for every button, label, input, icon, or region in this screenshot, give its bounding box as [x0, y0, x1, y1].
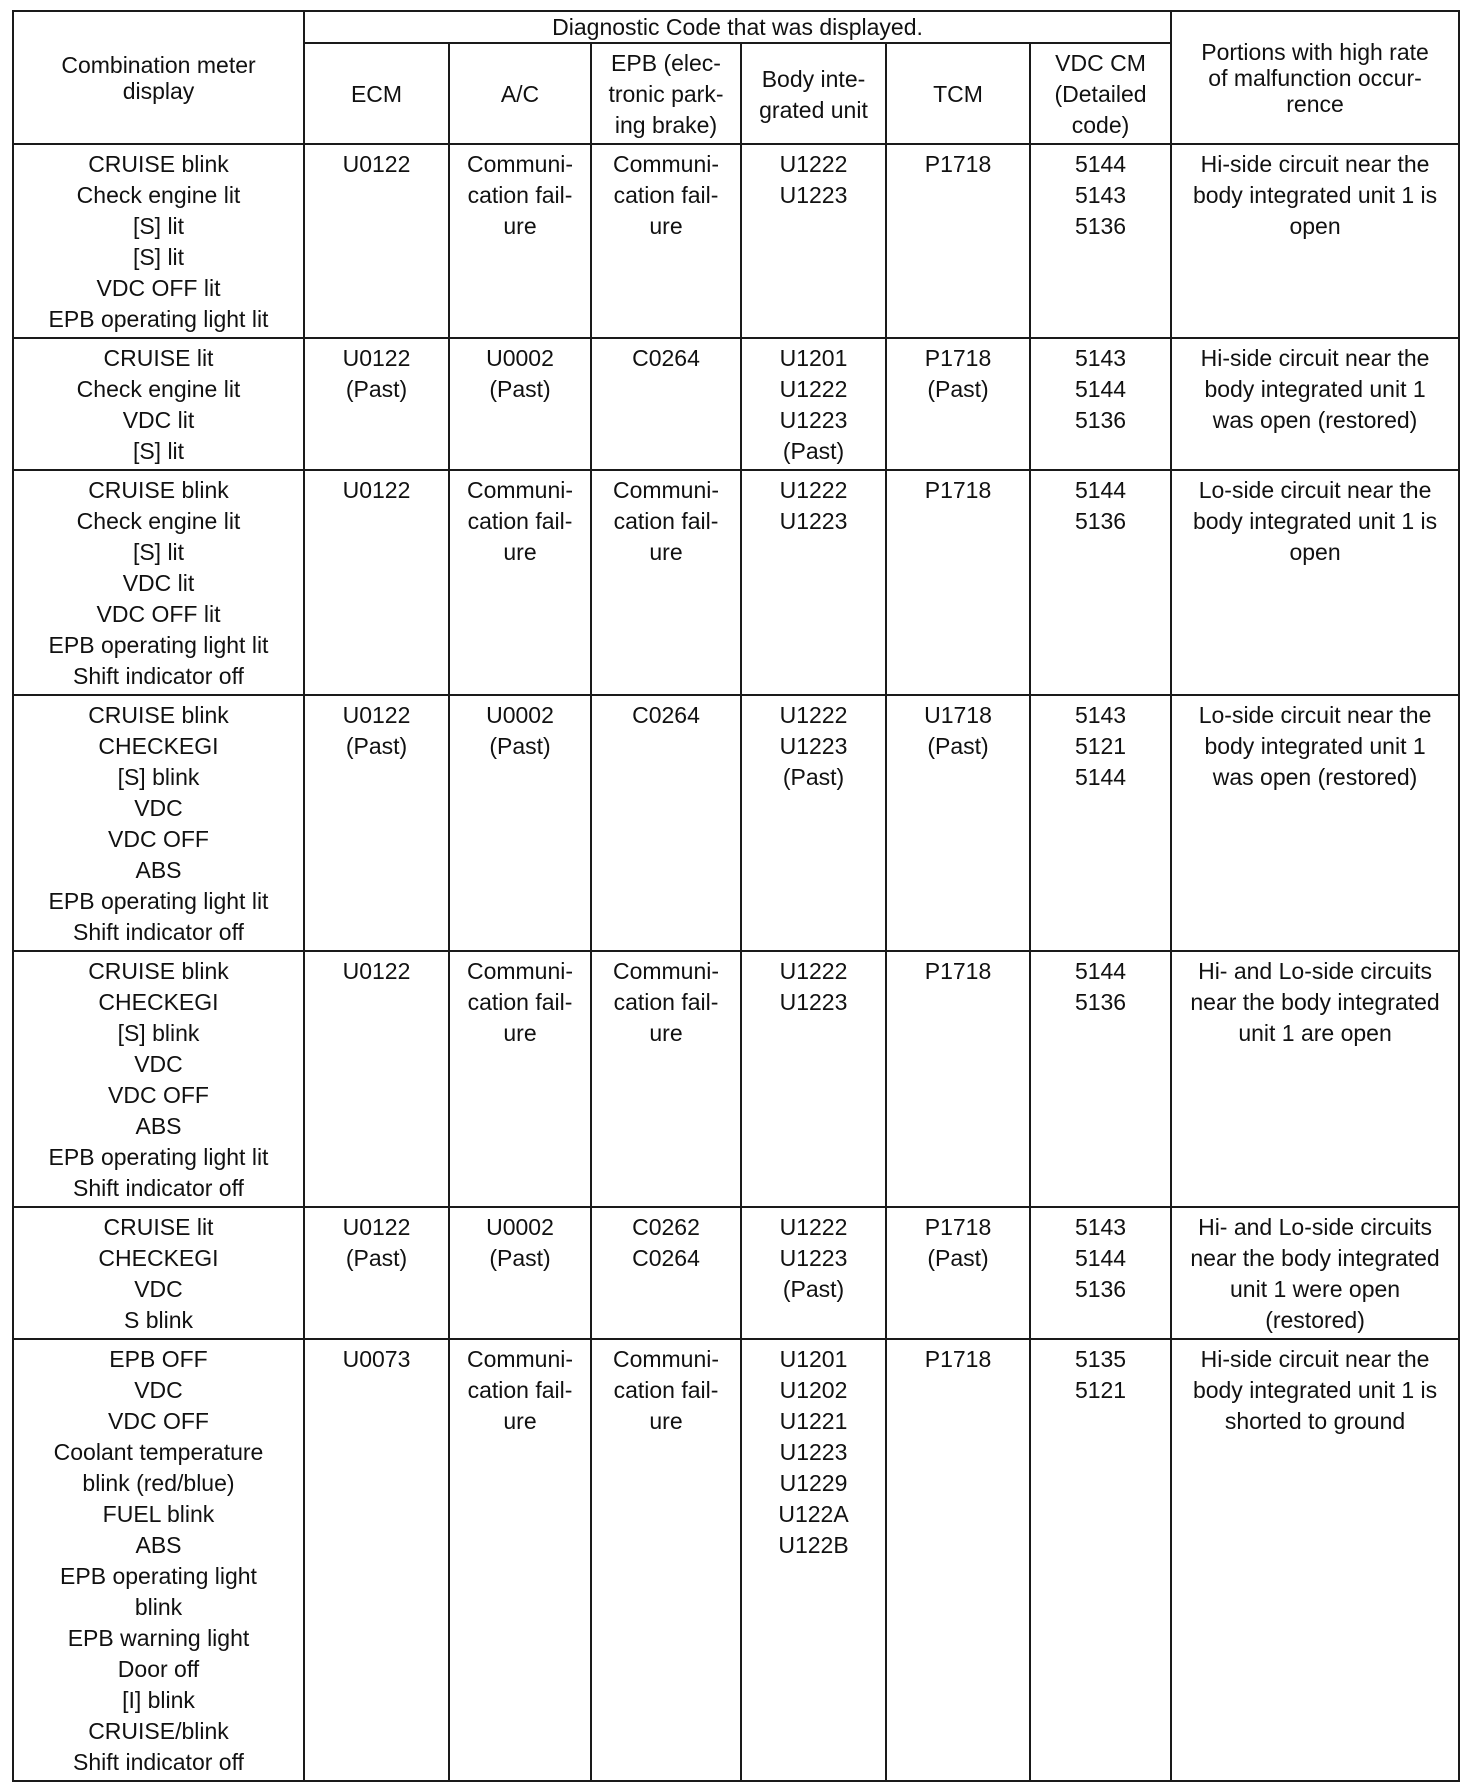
cell-text-line: ure [503, 1020, 537, 1046]
cell-text-line: P1718 [924, 1346, 992, 1372]
cell-text-line: FUEL blink [102, 1501, 215, 1527]
cell-text-line: Communi- [466, 1346, 574, 1372]
cell-text-line: [S] lit [132, 539, 185, 565]
cell-text-line: ure [503, 539, 537, 565]
cell-text-line: (Past) [927, 733, 989, 759]
cell-text-line: body integrated unit 1 [1204, 376, 1426, 402]
cell-body-integrated-unit [741, 338, 886, 470]
cell-text-line: Lo-side circuit near the [1198, 477, 1432, 503]
cell-text-line: U0002 [486, 345, 554, 371]
cell-text-line: [S] lit [132, 213, 185, 239]
cell-text-line: VDC OFF lit [96, 601, 221, 627]
cell-text-line: VDC OFF lit [96, 275, 221, 301]
cell-text-line: [I] blink [122, 1687, 195, 1713]
cell-text-line: P1718 [924, 1214, 992, 1240]
cell-text-line: ABS [135, 857, 182, 883]
cell-text-line: U1222 [779, 702, 848, 728]
cell-text-line: U0122 [342, 345, 411, 371]
cell-text-line: CRUISE blink [88, 477, 229, 503]
cell-epb [591, 1339, 741, 1781]
cell-text-line: 5144 [1074, 764, 1127, 790]
cell-text-line: VDC OFF [108, 826, 209, 852]
cell-text-line: (Past) [345, 1245, 408, 1271]
cell-text-line: A/C [500, 81, 540, 107]
cell-ac [449, 951, 591, 1207]
table-row [13, 144, 1459, 338]
cell-text-line: EPB operating light lit [48, 1144, 269, 1170]
cell-text-line: body integrated unit 1 is [1192, 508, 1438, 534]
cell-text-line: Hi- and Lo-side circuits [1198, 958, 1432, 984]
cell-text-line: 5144 [1074, 376, 1127, 402]
cell-text-line: (restored) [1265, 1307, 1365, 1333]
cell-text-line: U1223 [779, 407, 848, 433]
table-row [13, 951, 1459, 1207]
cell-text-line: VDC OFF [108, 1082, 209, 1108]
cell-text-line: Hi-side circuit near the [1200, 345, 1430, 371]
cell-text-line: 5121 [1074, 1377, 1127, 1403]
cell-tcm [886, 144, 1030, 338]
cell-meter-display [13, 1339, 304, 1781]
cell-text-line: cation fail- [613, 989, 719, 1015]
cell-meter-display [13, 338, 304, 470]
cell-text-line: unit 1 are open [1238, 1020, 1392, 1046]
cell-text-line: blink (red/blue) [82, 1470, 235, 1496]
cell-epb [591, 144, 741, 338]
cell-text-line: [S] blink [117, 764, 200, 790]
cell-text-line: U1201 [779, 1346, 848, 1372]
cell-text-line: (Past) [782, 438, 845, 464]
cell-ecm [304, 1339, 449, 1781]
cell-text-line: Shift indicator off [73, 1749, 244, 1775]
cell-text-line: EPB warning light [67, 1625, 250, 1651]
cell-text-line: P1718 [924, 345, 992, 371]
cell-text-line: 5144 [1074, 151, 1127, 177]
cell-meter-display [13, 144, 304, 338]
cell-text-line: Door off [117, 1656, 200, 1682]
cell-text-line: tronic park- [608, 81, 724, 107]
cell-text-line: U1201 [779, 345, 848, 371]
cell-ac [449, 1207, 591, 1339]
table-row [13, 695, 1459, 951]
table-row [13, 338, 1459, 470]
cell-text-line: blink [134, 1594, 183, 1620]
cell-text-line: ure [503, 1408, 537, 1434]
cell-text-line: display [122, 77, 195, 104]
cell-text-line: ABS [135, 1113, 182, 1139]
cell-text-line: TCM [933, 81, 983, 107]
cell-text-line: cation fail- [613, 182, 719, 208]
cell-text-line: (Detailed [1054, 81, 1147, 107]
cell-text-line: open [1289, 539, 1341, 565]
cell-text-line: Communi- [466, 477, 574, 503]
cell-text-line: was open (restored) [1212, 407, 1418, 433]
cell-text-line: body integrated unit 1 is [1192, 1377, 1438, 1403]
cell-text-line: U1222 [779, 477, 848, 503]
cell-text-line: VDC [134, 1377, 183, 1403]
cell-meter-display [13, 1207, 304, 1339]
cell-text-line: (Past) [927, 1245, 989, 1271]
cell-tcm [886, 951, 1030, 1207]
cell-ecm [304, 144, 449, 338]
cell-text-line: 5121 [1074, 733, 1127, 759]
cell-text-line: Portions with high rate [1201, 38, 1429, 65]
cell-text-line: rence [1286, 90, 1344, 117]
diagnostic-code-table [12, 10, 1460, 1782]
cell-text-line: 5143 [1074, 1214, 1127, 1240]
cell-text-line: EPB operating light lit [48, 306, 269, 332]
cell-portion [1171, 951, 1459, 1207]
cell-meter-display [13, 470, 304, 695]
cell-text-line: VDC lit [122, 407, 195, 433]
cell-tcm [886, 338, 1030, 470]
cell-text-line: 5144 [1074, 1245, 1127, 1271]
cell-text-line: near the body integrated [1190, 989, 1440, 1015]
cell-vdc-cm [1030, 1339, 1171, 1781]
cell-text-line: ABS [135, 1532, 182, 1558]
cell-text-line: EPB OFF [109, 1346, 208, 1372]
cell-text-line: ECM [350, 81, 403, 107]
cell-text-line: P1718 [924, 958, 992, 984]
cell-text-line: (Past) [489, 1245, 551, 1271]
table-row [13, 1207, 1459, 1339]
cell-text-line: EPB operating light lit [48, 632, 269, 658]
cell-text-line: ure [649, 213, 683, 239]
cell-text-line: body integrated unit 1 [1204, 733, 1426, 759]
cell-text-line: 5143 [1074, 702, 1127, 728]
cell-text-line: cation fail- [467, 182, 573, 208]
cell-ecm [304, 1207, 449, 1339]
cell-text-line: VDC [134, 1051, 183, 1077]
header-portions-malfunction [1171, 11, 1459, 144]
cell-text-line: Check engine lit [76, 376, 241, 402]
cell-portion [1171, 1339, 1459, 1781]
cell-text-line: CRUISE lit [103, 345, 214, 371]
cell-text-line: CRUISE/blink [88, 1718, 229, 1744]
cell-text-line: CRUISE blink [88, 958, 229, 984]
cell-vdc-cm [1030, 144, 1171, 338]
cell-text-line: CHECKEGI [98, 989, 219, 1015]
cell-text-line: (Past) [345, 376, 408, 402]
cell-portion [1171, 144, 1459, 338]
cell-text-line: Shift indicator off [73, 919, 244, 945]
cell-text-line: P1718 [924, 477, 992, 503]
cell-vdc-cm [1030, 338, 1171, 470]
cell-text-line: U1221 [779, 1408, 848, 1434]
cell-text-line: VDC CM [1055, 50, 1146, 76]
cell-text-line: U1223 [779, 1245, 848, 1271]
cell-text-line: code) [1071, 112, 1130, 138]
cell-text-line: (Past) [489, 733, 551, 759]
cell-ac [449, 1339, 591, 1781]
cell-text-line: Hi-side circuit near the [1200, 1346, 1430, 1372]
cell-text-line: Communi- [466, 151, 574, 177]
cell-text-line: cation fail- [467, 989, 573, 1015]
cell-text-line: Check engine lit [76, 508, 241, 534]
cell-ecm [304, 338, 449, 470]
cell-tcm [886, 1339, 1030, 1781]
cell-epb [591, 951, 741, 1207]
cell-body-integrated-unit [741, 1339, 886, 1781]
cell-text-line: ing brake) [614, 112, 718, 138]
cell-text-line: U1229 [779, 1470, 848, 1496]
cell-text-line: (Past) [782, 764, 845, 790]
cell-vdc-cm [1030, 1207, 1171, 1339]
table-body [13, 144, 1459, 1781]
cell-tcm [886, 695, 1030, 951]
cell-text-line: Hi-side circuit near the [1200, 151, 1430, 177]
cell-epb [591, 470, 741, 695]
cell-epb [591, 1207, 741, 1339]
cell-text-line: open [1289, 213, 1341, 239]
cell-text-line: 5144 [1074, 958, 1127, 984]
cell-tcm [886, 1207, 1030, 1339]
cell-text-line: cation fail- [613, 1377, 719, 1403]
cell-text-line: P1718 [924, 151, 992, 177]
cell-text-line: body integrated unit 1 is [1192, 182, 1438, 208]
cell-text-line: C0264 [632, 345, 700, 371]
header-tcm [886, 43, 1030, 144]
cell-text-line: U0002 [486, 1214, 554, 1240]
cell-text-line: Communi- [612, 958, 720, 984]
cell-text-line: Combination meter [61, 51, 256, 78]
header-vdc-cm [1030, 43, 1171, 144]
header-body-integrated-unit [741, 43, 886, 144]
header-epb [591, 43, 741, 144]
cell-text-line: C0264 [632, 1245, 700, 1271]
cell-text-line: ure [649, 1020, 683, 1046]
cell-text-line: U1222 [779, 1214, 848, 1240]
cell-text-line: CRUISE blink [88, 151, 229, 177]
cell-text-line: [S] blink [117, 1020, 200, 1046]
cell-text-line: ure [503, 213, 537, 239]
cell-text-line: (Past) [489, 376, 551, 402]
cell-text-line: Body inte- [761, 65, 866, 92]
cell-text-line: cation fail- [613, 508, 719, 534]
cell-text-line: Lo-side circuit near the [1198, 702, 1432, 728]
cell-vdc-cm [1030, 695, 1171, 951]
cell-text-line: [S] lit [132, 244, 185, 270]
cell-epb [591, 338, 741, 470]
cell-text-line: CRUISE blink [88, 702, 229, 728]
cell-text-line: 5143 [1074, 182, 1127, 208]
cell-text-line: C0262 [632, 1214, 700, 1240]
cell-body-integrated-unit [741, 951, 886, 1207]
cell-vdc-cm [1030, 951, 1171, 1207]
cell-vdc-cm [1030, 470, 1171, 695]
cell-text-line: Communi- [466, 958, 574, 984]
cell-portion [1171, 470, 1459, 695]
cell-text-line: ure [649, 539, 683, 565]
cell-text-line: U122B [778, 1532, 849, 1558]
table-row [13, 1339, 1459, 1781]
header-diagnostic-code-group: Diagnostic Code that was displayed. [304, 11, 1171, 43]
cell-text-line: near the body integrated [1190, 1245, 1440, 1271]
cell-text-line: EPB operating light lit [48, 888, 269, 914]
cell-ecm [304, 695, 449, 951]
cell-text-line: Coolant temperature [53, 1439, 264, 1465]
cell-meter-display [13, 951, 304, 1207]
cell-text-line: VDC [134, 795, 183, 821]
cell-text-line: CHECKEGI [98, 1245, 219, 1271]
header-ac [449, 43, 591, 144]
cell-text-line: ure [649, 1408, 683, 1434]
cell-text-line: Shift indicator off [73, 663, 244, 689]
cell-text-line: Communi- [612, 1346, 720, 1372]
cell-text-line: shorted to ground [1224, 1408, 1406, 1434]
cell-portion [1171, 695, 1459, 951]
cell-ecm [304, 470, 449, 695]
cell-text-line: U0122 [342, 958, 411, 984]
cell-ac [449, 144, 591, 338]
cell-text-line: S blink [123, 1307, 194, 1333]
cell-body-integrated-unit [741, 1207, 886, 1339]
cell-text-line: 5136 [1074, 213, 1127, 239]
cell-text-line: U1222 [779, 376, 848, 402]
cell-text-line: (Past) [782, 1276, 845, 1302]
cell-text-line: U1222 [779, 958, 848, 984]
cell-text-line: [S] lit [132, 438, 185, 464]
cell-text-line: U0073 [342, 1346, 411, 1372]
cell-text-line: U0002 [486, 702, 554, 728]
cell-portion [1171, 338, 1459, 470]
cell-text-line: 5136 [1074, 1276, 1127, 1302]
cell-text-line: 5144 [1074, 477, 1127, 503]
cell-ecm [304, 951, 449, 1207]
cell-text-line: U1223 [779, 989, 848, 1015]
cell-text-line: VDC lit [122, 570, 195, 596]
cell-text-line: Communi- [612, 151, 720, 177]
cell-text-line: Communi- [612, 477, 720, 503]
cell-text-line: U0122 [342, 477, 411, 503]
cell-text-line: U1718 [924, 702, 992, 728]
cell-text-line: U1223 [779, 1439, 848, 1465]
cell-text-line: unit 1 were open [1230, 1276, 1401, 1302]
cell-text-line: was open (restored) [1212, 764, 1418, 790]
cell-text-line: U1223 [779, 733, 848, 759]
cell-text-line: U1222 [779, 151, 848, 177]
cell-text-line: EPB operating light [60, 1563, 257, 1589]
cell-text-line: cation fail- [467, 508, 573, 534]
cell-text-line: 5143 [1074, 345, 1127, 371]
cell-text-line: cation fail- [467, 1377, 573, 1403]
table-row [13, 470, 1459, 695]
cell-text-line: U0122 [342, 151, 411, 177]
cell-text-line: 5136 [1074, 508, 1127, 534]
cell-text-line: CHECKEGI [98, 733, 219, 759]
cell-epb [591, 695, 741, 951]
cell-text-line: of malfunction occur- [1208, 64, 1422, 91]
cell-body-integrated-unit [741, 470, 886, 695]
cell-text-line: U0122 [342, 1214, 411, 1240]
cell-text-line: 5135 [1074, 1346, 1127, 1372]
cell-ac [449, 695, 591, 951]
cell-text-line: U122A [778, 1501, 849, 1527]
cell-ac [449, 470, 591, 695]
cell-ac [449, 338, 591, 470]
cell-body-integrated-unit [741, 695, 886, 951]
cell-text-line: 5136 [1074, 989, 1127, 1015]
cell-text-line: U1202 [779, 1377, 848, 1403]
cell-tcm [886, 470, 1030, 695]
cell-text-line: EPB (elec- [611, 50, 721, 76]
header-combination-meter-display [13, 11, 304, 144]
cell-text-line: Shift indicator off [73, 1175, 244, 1201]
header-ecm [304, 43, 449, 144]
cell-body-integrated-unit [741, 144, 886, 338]
cell-text-line: U1223 [779, 182, 848, 208]
cell-text-line: VDC OFF [108, 1408, 209, 1434]
cell-text-line: U1223 [779, 508, 848, 534]
cell-text-line: VDC [134, 1276, 183, 1302]
cell-text-line: CRUISE lit [103, 1214, 214, 1240]
cell-text-line: U0122 [342, 702, 411, 728]
cell-text-line: Hi- and Lo-side circuits [1198, 1214, 1432, 1240]
cell-meter-display [13, 695, 304, 951]
cell-text-line: C0264 [632, 702, 700, 728]
cell-text-line: (Past) [927, 376, 989, 402]
cell-text-line: Check engine lit [76, 182, 241, 208]
cell-portion [1171, 1207, 1459, 1339]
cell-text-line: grated unit [759, 96, 868, 123]
cell-text-line: (Past) [345, 733, 408, 759]
cell-text-line: 5136 [1074, 407, 1127, 433]
